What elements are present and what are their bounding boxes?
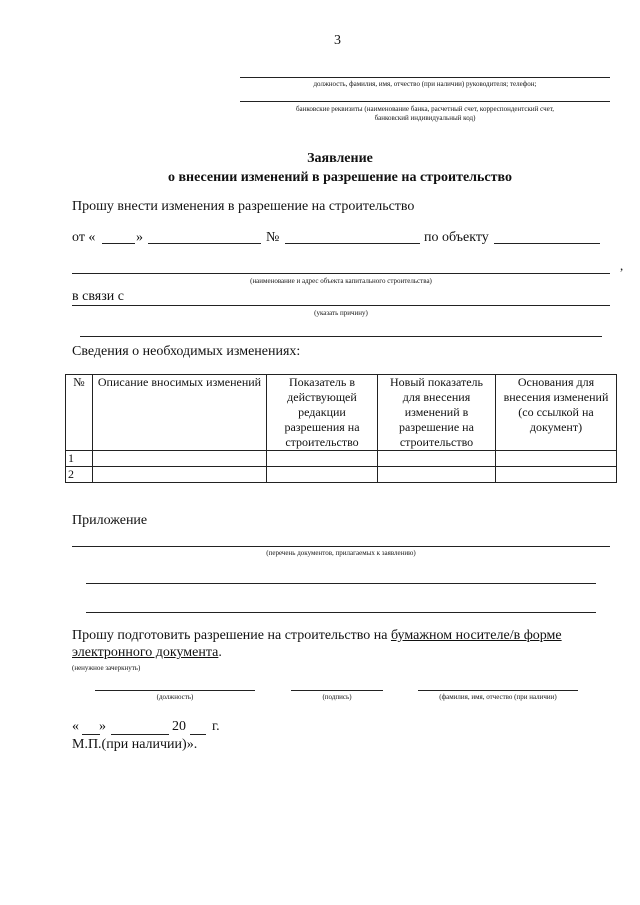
applicant-line[interactable] [240, 77, 610, 78]
permit-date-field[interactable] [148, 243, 261, 244]
column-header-number: № [66, 375, 93, 451]
bank-details-caption-1: банковские реквизиты (наименование банка, расчетный счет, корреспондентский счет, [295, 105, 555, 113]
document-title: Заявление [307, 151, 373, 166]
row-number: 1 [66, 451, 93, 467]
object-field[interactable] [494, 243, 600, 244]
reason-caption: (указать причину) [314, 309, 368, 317]
footer-day-field[interactable] [82, 734, 100, 735]
prepare-text: Прошу подготовить разрешение на строительство на [72, 628, 388, 643]
column-header-current-value: Показатель в действующей редакции разрешения на строительство [267, 375, 378, 451]
attachment-field-2[interactable] [86, 583, 596, 584]
row-number: 2 [66, 467, 93, 483]
stamp-text: М.П.(при наличии)». [72, 737, 198, 752]
current-value-cell[interactable] [267, 451, 378, 467]
changes-table [65, 374, 617, 483]
attachment-label: Приложение [72, 513, 148, 528]
changes-heading: Сведения о необходимых изменениях: [72, 344, 301, 359]
position-caption: (должность) [156, 693, 194, 701]
from-prefix: от « [72, 230, 96, 245]
trailing-comma: , [620, 258, 624, 273]
reason-label: в связи с [72, 289, 124, 304]
column-header-description: Описание вносимых изменений [93, 375, 267, 451]
object-caption: (наименование и адрес объекта капитального строительства) [250, 277, 432, 285]
bank-details-caption-2: банковский индивидуальный код) [374, 114, 476, 122]
prepare-text-line-2 [72, 645, 222, 661]
column-header-grounds: Основания для внесения изменений (со ссылкой на документ) [496, 375, 617, 451]
document-subtitle: о внесении изменений в разрешение на строительство [168, 170, 512, 185]
current-value-cell[interactable] [267, 467, 378, 483]
attachment-field[interactable] [72, 546, 610, 547]
reason-field-2[interactable] [80, 336, 602, 337]
footer-year-field[interactable] [190, 734, 206, 735]
bank-details-line[interactable] [240, 101, 610, 102]
format-option-electronic: электронного документа [72, 645, 219, 660]
object-name-field[interactable] [72, 273, 610, 274]
full-name-field[interactable] [418, 690, 578, 691]
object-label: по объекту [424, 230, 489, 245]
table-header-row [66, 375, 617, 451]
applicant-caption: должность, фамилия, имя, отчество (при наличии) руководителя; телефон; [313, 80, 537, 88]
table-row [66, 467, 617, 483]
grounds-cell[interactable] [496, 467, 617, 483]
column-header-new-value: Новый показатель для внесения изменений в разрешение на строительство [378, 375, 496, 451]
signature-field[interactable] [291, 690, 383, 691]
from-suffix: » [136, 230, 143, 245]
permit-day-field[interactable] [102, 243, 135, 244]
footer-year-suffix: г. [212, 719, 220, 734]
new-value-cell[interactable] [378, 451, 496, 467]
footer-date-close: » [99, 719, 106, 734]
description-cell[interactable] [93, 467, 267, 483]
prepare-period: . [218, 645, 222, 660]
footer-month-field[interactable] [111, 734, 169, 735]
permit-number-field[interactable] [285, 243, 420, 244]
full-name-caption: (фамилия, имя, отчество (при наличии) [439, 693, 557, 701]
prepare-text-line-1 [72, 628, 562, 644]
strike-caption: (ненужное зачеркнуть) [72, 664, 141, 672]
request-text: Прошу внести изменения в разрешение на строительство [72, 199, 415, 214]
signature-caption: (подпись) [322, 693, 352, 701]
attachment-caption: (перечень документов, прилагаемых к заявлению) [266, 549, 416, 557]
table-row [66, 451, 617, 467]
footer-date-open: « [72, 719, 79, 734]
page-number: 3 [334, 33, 341, 48]
footer-year-prefix: 20 [172, 719, 186, 734]
description-cell[interactable] [93, 451, 267, 467]
grounds-cell[interactable] [496, 451, 617, 467]
reason-field[interactable] [72, 305, 610, 306]
number-sign: № [266, 230, 280, 245]
attachment-field-3[interactable] [86, 612, 596, 613]
format-option-paper: бумажном носителе/в форме [390, 628, 562, 643]
new-value-cell[interactable] [378, 467, 496, 483]
position-field[interactable] [95, 690, 255, 691]
